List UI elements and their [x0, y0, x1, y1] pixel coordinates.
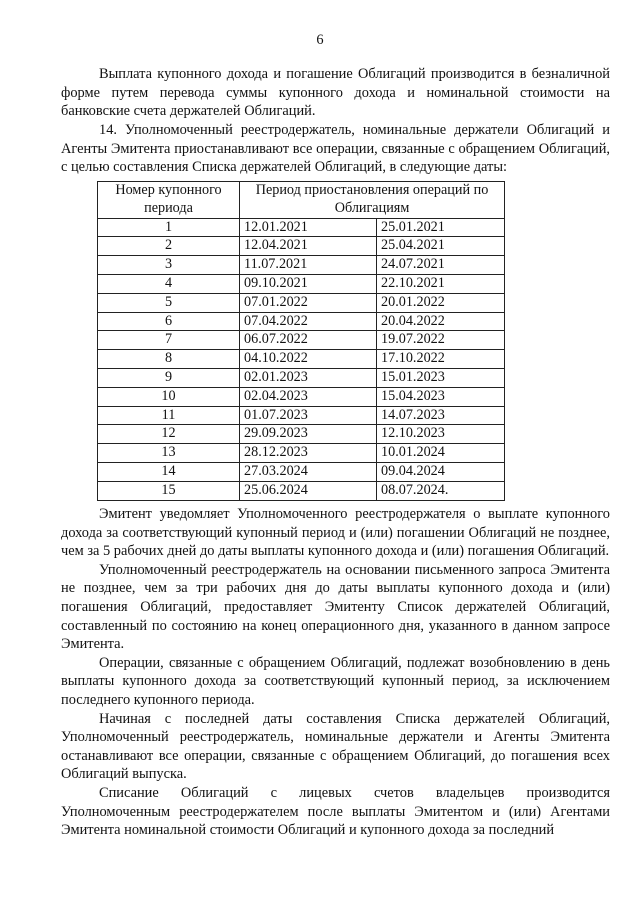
cell-period-end: 25.04.2021	[377, 237, 505, 256]
table-row	[98, 481, 505, 500]
cell-period-end: 20.04.2022	[377, 312, 505, 331]
cell-coupon-number: 4	[98, 274, 240, 293]
cell-period-start: 11.07.2021	[240, 256, 377, 275]
cell-period-end: 22.10.2021	[377, 274, 505, 293]
cell-period-end: 12.10.2023	[377, 425, 505, 444]
cell-period-end: 25.01.2021	[377, 218, 505, 237]
cell-period-start: 01.07.2023	[240, 406, 377, 425]
table-row	[98, 218, 505, 237]
cell-coupon-number: 11	[98, 406, 240, 425]
cell-period-end: 15.01.2023	[377, 368, 505, 387]
cell-period-start: 28.12.2023	[240, 444, 377, 463]
cell-coupon-number: 7	[98, 331, 240, 350]
cell-period-end: 08.07.2024.	[377, 481, 505, 500]
table-row	[98, 350, 505, 369]
cell-period-end: 10.01.2024	[377, 444, 505, 463]
cell-period-start: 27.03.2024	[240, 462, 377, 481]
table-row	[98, 387, 505, 406]
table-row	[98, 444, 505, 463]
cell-coupon-number: 9	[98, 368, 240, 387]
cell-period-start: 12.01.2021	[240, 218, 377, 237]
table-row	[98, 274, 505, 293]
paragraph-payment	[61, 65, 610, 121]
paragraph: Эмитент уведомляет Уполномоченного реестродержателя о выплате купонного дохода за соответствующий купонный период и (или) погашении Облигаций не позднее, чем за 5 рабочих дней до даты выплаты купонного дохода и (или) погашения Облигаций.	[61, 506, 610, 560]
paragraph: Выплата купонного дохода и погашение Облигаций производится в безналичной форме путем перевода суммы купонного дохода и номинальной стоимости на банковские счета держателей Облигаций.	[61, 66, 610, 120]
cell-coupon-number: 15	[98, 481, 240, 500]
table-row	[98, 425, 505, 444]
cell-period-start: 07.04.2022	[240, 312, 377, 331]
table-row	[98, 293, 505, 312]
paragraph: 14. Уполномоченный реестродержатель, номинальные держатели Облигаций и Агенты Эмитента приостанавливают все операции, связанные с обращением Облигаций, с целью составления Списка держателей Облигаций, в следующие даты:	[61, 122, 610, 176]
cell-period-start: 25.06.2024	[240, 481, 377, 500]
cell-period-start: 09.10.2021	[240, 274, 377, 293]
table-row	[98, 312, 505, 331]
header-coupon-number: Номер купонного периода	[98, 182, 240, 219]
cell-period-start: 07.01.2022	[240, 293, 377, 312]
table-row	[98, 368, 505, 387]
cell-coupon-number: 14	[98, 462, 240, 481]
header-suspension-period: Период приостановления операций по Облигациям	[240, 182, 505, 219]
cell-coupon-number: 5	[98, 293, 240, 312]
paragraph: Уполномоченный реестродержатель на основании письменного запроса Эмитента не позднее, чем за три рабочих дня до даты выплаты купонного дохода и (или) погашения Облигаций, предоставляет Эмитенту Список держателей Облигаций, составленный по состоянию на конец операционного дня, указанного в данном запросе Эмитента.	[61, 561, 610, 653]
cell-period-end: 09.04.2024	[377, 462, 505, 481]
table-body	[98, 218, 505, 500]
cell-period-end: 17.10.2022	[377, 350, 505, 369]
page-number: 6	[316, 32, 324, 48]
paragraph: Операции, связанные с обращением Облигаций, подлежат возобновлению в день выплаты купонного дохода за соответствующий купонный период, за исключением последнего купонного периода.	[61, 654, 610, 708]
cell-coupon-number: 13	[98, 444, 240, 463]
cell-period-start: 04.10.2022	[240, 350, 377, 369]
cell-period-end: 15.04.2023	[377, 387, 505, 406]
cell-period-end: 20.01.2022	[377, 293, 505, 312]
cell-coupon-number: 6	[98, 312, 240, 331]
cell-coupon-number: 3	[98, 256, 240, 275]
coupon-schedule-table	[97, 181, 505, 501]
paragraph: Начиная с последней даты составления Списка держателей Облигаций, Уполномоченный реестродержатель, номинальные держатели и Агенты Эмитента останавливают все операции, связанные с обращением Облигаций, до погашения всех Облигаций выпуска.	[61, 710, 610, 783]
table-row	[98, 406, 505, 425]
cell-coupon-number: 12	[98, 425, 240, 444]
table-row	[98, 462, 505, 481]
table-header-row	[98, 182, 505, 219]
table-row	[98, 256, 505, 275]
cell-period-end: 24.07.2021	[377, 256, 505, 275]
cell-coupon-number: 1	[98, 218, 240, 237]
cell-period-end: 19.07.2022	[377, 331, 505, 350]
cell-period-end: 14.07.2023	[377, 406, 505, 425]
cell-coupon-number: 8	[98, 350, 240, 369]
cell-period-start: 02.04.2023	[240, 387, 377, 406]
cell-period-start: 02.01.2023	[240, 368, 377, 387]
cell-coupon-number: 2	[98, 237, 240, 256]
cell-period-start: 12.04.2021	[240, 237, 377, 256]
table-row	[98, 237, 505, 256]
cell-coupon-number: 10	[98, 387, 240, 406]
table-row	[98, 331, 505, 350]
paragraphs-after-table	[61, 505, 610, 840]
paragraph: Списание Облигаций с лицевых счетов владельцев производится Уполномоченным реестродержателем после выплаты Эмитентом и (или) Агентами Эмитента номинальной стоимости Облигаций и купонного дохода за последний	[61, 784, 610, 839]
cell-period-start: 06.07.2022	[240, 331, 377, 350]
paragraph-suspension	[61, 121, 610, 177]
cell-period-start: 29.09.2023	[240, 425, 377, 444]
